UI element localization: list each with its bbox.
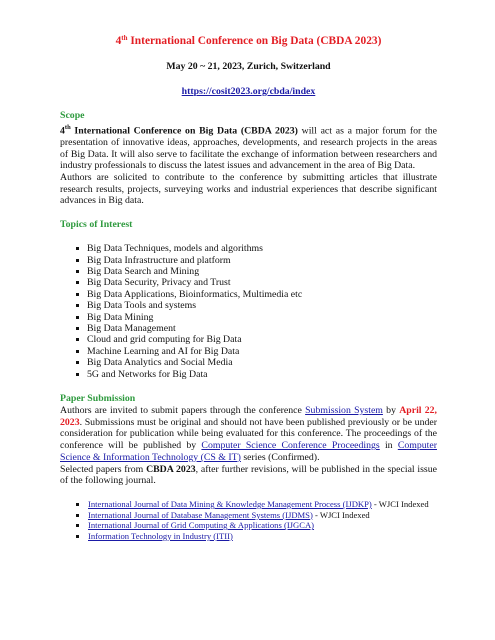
bullet-icon: [76, 270, 79, 273]
topic-label: Big Data Analytics and Social Media: [87, 357, 233, 369]
topic-label: Big Data Infrastructure and platform: [87, 254, 231, 266]
bullet-icon: [76, 247, 79, 250]
bullet-icon: [76, 350, 79, 353]
title-number: 4: [115, 35, 122, 47]
title-text: International Conference on Big Data (CBDA 2023): [127, 35, 382, 47]
journal-index-note: - WJCI Indexed: [312, 509, 370, 520]
selected-papers-conference: CBDA 2023: [146, 463, 196, 475]
submission-text-b: by: [382, 405, 400, 417]
bullet-icon: [76, 338, 79, 341]
bullet-icon: [76, 281, 79, 284]
bullet-icon: [76, 259, 79, 262]
topic-item: [60, 357, 437, 368]
topic-label: Big Data Mining: [87, 311, 154, 323]
journal-item: [60, 499, 437, 510]
topic-label: Big Data Tools and systems: [87, 300, 197, 312]
topic-item: [60, 369, 437, 380]
bullet-icon: [76, 316, 79, 319]
submission-text-c: . Submissions must be original and should not have been published previously or be under consideration for publication while being evaluated for this conference. The proceedings of the conference will be published by: [60, 416, 437, 452]
journal-index-note: - WJCI Indexed: [371, 498, 429, 509]
submission-text-e: series (Confirmed).: [240, 451, 320, 463]
journals-list: [60, 499, 437, 541]
scope-paragraph-2: Authors are solicited to contribute to the conference by submitting articles that illustrate research results, projects, surveying works and industrial experiences that describe significant advances in Big data.: [60, 172, 437, 207]
journal-item: [60, 520, 437, 531]
topic-item: [60, 323, 437, 334]
journal-item: [60, 531, 437, 542]
topic-item: [60, 289, 437, 300]
submission-paragraph-2: [60, 464, 437, 487]
journal-link[interactable]: International Journal of Database Management Systems (IJDMS): [88, 509, 313, 520]
bullet-icon: [76, 327, 79, 330]
scope-num: 4: [60, 125, 65, 137]
document-page: [60, 34, 437, 541]
topic-item: [60, 312, 437, 323]
scope-ordinal: th: [64, 124, 71, 131]
topic-item: [60, 266, 437, 277]
topic-label: Big Data Techniques, models and algorithms: [87, 243, 263, 255]
bullet-icon: [76, 514, 79, 517]
cs-it-series-link[interactable]: Computer Science & Information Technology (CS & IT): [60, 440, 437, 463]
paper-submission-heading: Paper Submission: [60, 393, 136, 405]
topic-label: Machine Learning and AI for Big Data: [87, 345, 240, 357]
conference-url-line: [60, 86, 437, 98]
topic-label: 5G and Networks for Big Data: [87, 368, 208, 380]
topic-item: [60, 346, 437, 357]
topic-item: [60, 277, 437, 288]
submission-text-d: in: [379, 440, 398, 452]
selected-papers-text-a: Selected papers from: [60, 463, 147, 475]
topic-label: Big Data Security, Privacy and Trust: [87, 277, 231, 289]
title-ordinal: th: [121, 34, 128, 42]
journal-link[interactable]: International Journal of Data Mining & Knowledge Management Process (IJDKP): [88, 498, 372, 509]
topic-item: [60, 334, 437, 345]
bullet-icon: [76, 524, 79, 527]
scope-paragraph-1: [60, 122, 437, 172]
selected-papers-text-b: , after further revisions, will be published in the special issue of the following journal.: [60, 463, 437, 487]
topic-item: [60, 300, 437, 311]
scope-text: will act as a major forum for the presentation of innovative ideas, approaches, developments, and research projects in the areas of Big Data. It will also serve to facilitate the exchange of information between researchers and industry professionals to discuss the latest issues and advancement in the area of Big Data.: [60, 125, 437, 172]
scope-conference-name: International Conference on Big Data (CBDA 2023): [70, 125, 298, 137]
submission-text-a: Authors are invited to submit papers through the conference: [60, 405, 306, 417]
bullet-icon: [76, 373, 79, 376]
topic-label: Cloud and grid computing for Big Data: [87, 334, 242, 346]
topic-label: Big Data Applications, Bioinformatics, Multimedia etc: [87, 288, 303, 300]
conference-dateline: May 20 ~ 21, 2023, Zurich, Switzerland: [166, 61, 331, 72]
submission-deadline: April 22, 2023: [60, 405, 437, 428]
conference-url-link[interactable]: https://cosit2023.org/cbda/index: [181, 86, 316, 97]
bullet-icon: [76, 293, 79, 296]
journal-link[interactable]: International Journal of Grid Computing & Applications (IJGCA): [88, 520, 315, 531]
bullet-icon: [76, 304, 79, 307]
topic-label: Big Data Search and Mining: [87, 266, 200, 277]
bullet-icon: [76, 503, 79, 506]
proceedings-link[interactable]: Computer Science Conference Proceedings: [201, 440, 380, 452]
journal-item: [60, 510, 437, 521]
bullet-icon: [76, 535, 79, 538]
topic-item: [60, 243, 437, 254]
submission-system-link[interactable]: Submission System: [305, 405, 383, 417]
topic-label: Big Data Management: [87, 323, 176, 335]
scope-heading: Scope: [60, 110, 85, 121]
journal-link[interactable]: Information Technology in Industry (ITII): [88, 530, 233, 541]
bullet-icon: [76, 361, 79, 364]
topic-item: [60, 255, 437, 266]
topics-list: [60, 243, 437, 380]
topics-heading: Topics of Interest: [60, 219, 133, 231]
conference-title: [60, 34, 437, 48]
submission-paragraph-1: [60, 405, 437, 464]
